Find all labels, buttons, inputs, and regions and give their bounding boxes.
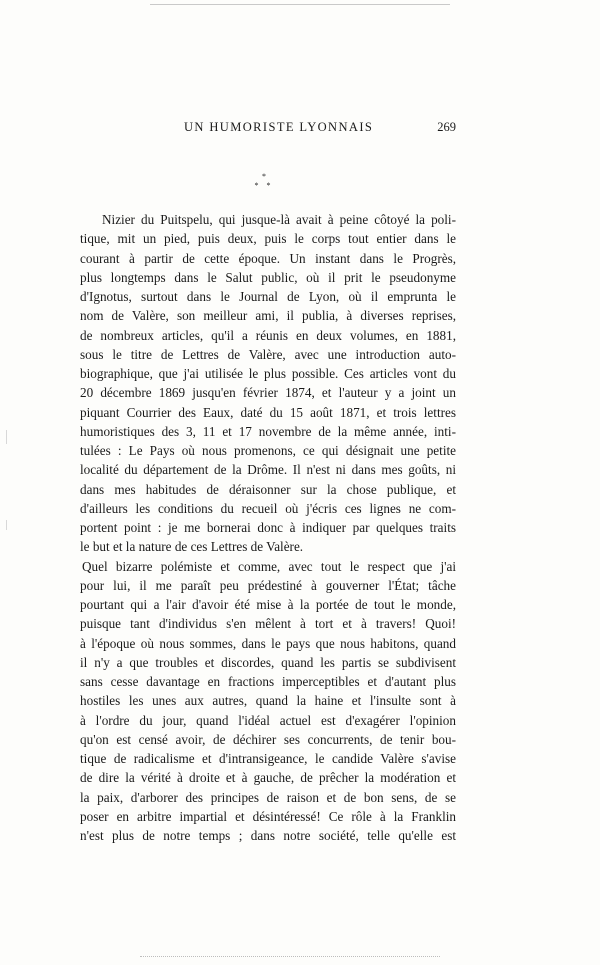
text-line: dans mes habitudes de déraisonner sur la chose publique, et	[80, 481, 456, 497]
text-line: à l'époque où nous sommes, dans le pays que nous habitons, quand	[80, 635, 456, 651]
page-number: 269	[437, 120, 456, 134]
text-line: puisque tant d'individus s'en mêlent à tort et à travers! Quoi!	[80, 616, 456, 632]
text-line: piquant Courrier des Eaux, daté du 15 août 1871, et trois lettres	[80, 404, 456, 420]
text-line: pour lui, il me paraît peu prédestiné à gouverner l'État; tâche	[80, 577, 456, 593]
text-line: tique de radicalisme et d'intransigeance, le candide Valère s'avise	[80, 751, 456, 766]
text-line: portent point : je me bornerai donc à indiquer par quelques traits	[80, 520, 456, 535]
running-title: UN HUMORISTE LYONNAIS	[184, 120, 374, 134]
text-line: sous le titre de Lettres de Valère, avec une introduction auto-	[80, 346, 456, 362]
text-line: la paix, d'arborer des principes de raison et de bon sens, de se	[80, 789, 456, 805]
text-line: n'est plus de notre temps ; dans notre société, telle qu'elle est	[80, 828, 456, 843]
asterism-top-star: *	[262, 172, 266, 181]
text-line: tique, mit un pied, puis deux, puis le corps tout entier dans le	[80, 231, 456, 247]
text-line: d'Ignotus, surtout dans le Journal de Lyon, où il emprunta le	[80, 289, 456, 304]
text-line: sans cesse davantage en fractions imperceptibles et d'autant plus	[80, 674, 456, 689]
paragraph	[80, 557, 456, 846]
text-line: biographique, que j'ai utilisée le plus possible. Ces articles vont du	[80, 366, 456, 381]
text-line: pourtant qui a l'air d'avoir été mise à la portée de tout le monde,	[80, 597, 456, 612]
text-line: humoristiques des 3, 11 et 17 novembre de la même année, inti-	[80, 423, 456, 439]
text-line: de nombreux articles, qu'il a réunis en deux volumes, en 1881,	[80, 327, 456, 343]
text-line: courant à partir de cette époque. Un instant dans le Progrès,	[80, 250, 456, 266]
text-line: plus longtemps dans le Salut public, où il prit le pseudonyme	[80, 269, 456, 285]
text-line: qu'on est censé avoir, de déchirer ses concurrents, de tenir bou-	[80, 731, 456, 747]
asterism-bottom-stars: * *	[254, 181, 274, 190]
text-line: tulées : Le Pays où nous promenons, ce qui désignait une petite	[80, 443, 456, 458]
text-line: nom de Valère, son meilleur ami, il publia, à diverses reprises,	[80, 308, 456, 324]
text-line: il n'y a que troubles et discordes, quand les partis se subdivisent	[80, 654, 456, 670]
asterism-ornament	[234, 172, 294, 190]
text-line: Quel bizarre polémiste et comme, avec tout le respect que j'ai	[82, 558, 456, 574]
scan-speck	[6, 520, 7, 530]
text-line: à l'ordre du jour, quand l'idéal actuel est d'exagérer l'opinion	[80, 712, 456, 728]
text-line: de dire la vérité à droite et à gauche, de prêcher la modération et	[80, 770, 456, 786]
text-line: 20 décembre 1869 jusqu'en février 1874, et l'auteur y a joint un	[80, 385, 456, 401]
text-line: poser en arbitre impartial et désintéressé! Ce rôle à la Franklin	[80, 808, 456, 824]
scan-edge-line	[150, 4, 450, 5]
text-line: le but et la nature de ces Lettres de Valère.	[80, 539, 304, 555]
scan-speck	[6, 430, 7, 444]
text-line: localité du département de la Drôme. Il n'est ni dans mes goûts, ni	[80, 462, 456, 478]
body-text	[80, 210, 456, 845]
text-line: d'ailleurs les conditions du recueil où j'écris ces lignes ne com-	[80, 500, 456, 516]
text-line: Nizier du Puitspelu, qui jusque-là avait à peine côtoyé la poli-	[102, 212, 456, 227]
scan-bottom-edge	[140, 956, 440, 957]
text-line: hostiles les unes aux autres, quand la haine et l'insulte sont à	[80, 693, 456, 709]
running-head	[80, 120, 456, 140]
paragraph	[80, 210, 456, 557]
